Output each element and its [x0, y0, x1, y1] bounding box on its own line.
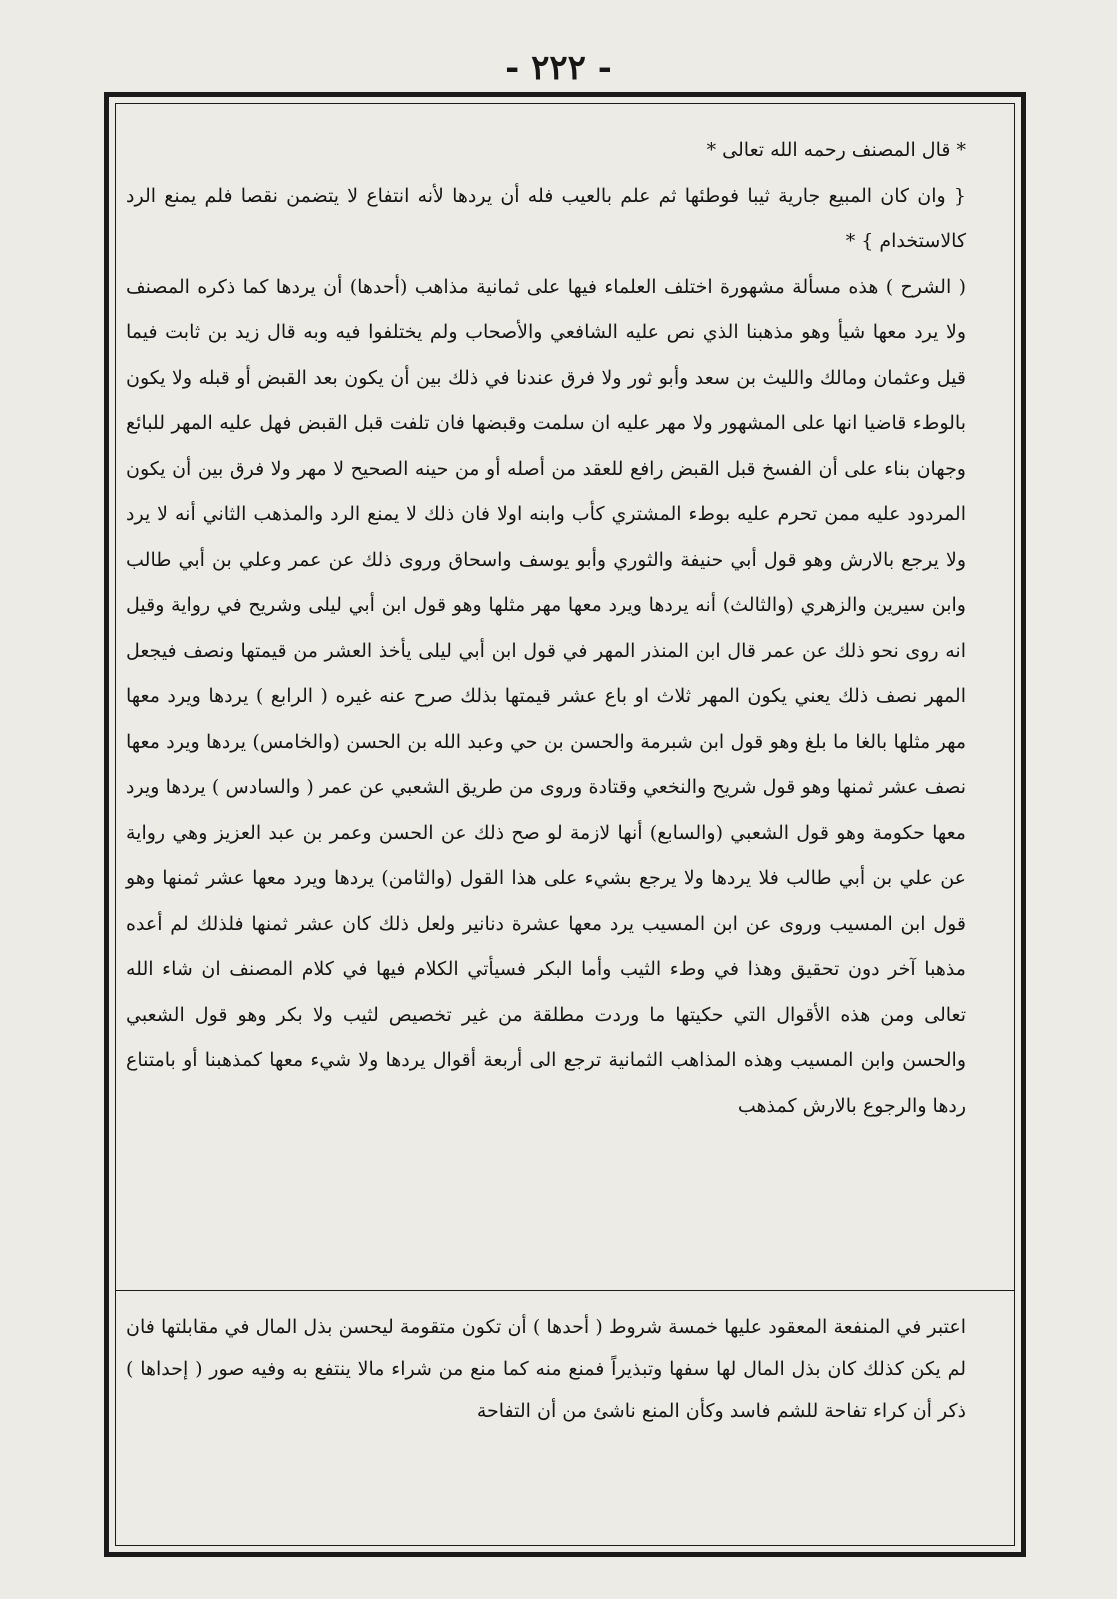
commentary-text: ( الشرح ) هذه مسألة مشهورة اختلف العلماء فيها على ثمانية مذاهب (أحدها) أن يردها كما ذكره المصنف ولا يرد معها شيأ وهو مذهبنا الذي نص عليه الشافعي والأصحاب ولم يختلفوا فيه وبه قال زيد بن ثابت فيما قيل وعثمان ومالك والليث بن سعد وأبو ثور ولا فرق عندنا في ذلك بين أن يكون بعد القبض أو قبله ولا يكون بالوطء قاضيا انها على المشهور ولا مهر عليه ان سلمت وقبضها فان تلفت قبل القبض فهل عليه المهر للبائع وجهان بناء على أن الفسخ قبل القبض رافع للعقد من أصله أو من حينه الصحيح لا مهر ولا فرق بين أن يكون المردود عليه ممن تحرم عليه بوطء المشتري كأب وابنه اولا فان ذلك لا يمنع الرد والمذهب الثاني أنه لا يرد ولا يرجع بالارش وهو قول أبي حنيفة والثوري وأبو يوسف واسحاق وروى ذلك عن عمر وعلي بن أبي طالب وابن سيرين والزهري (والثالث) أنه يردها ويرد معها مهر مثلها وهو قول ابن أبي ليلى وشريح في رواية وقيل انه روى نحو ذلك عن عمر قال ابن المنذر المهر في قول ابن أبي ليلى يأخذ العشر من قيمتها ونصف فيجعل المهر نصف ذلك يعني يكون المهر ثلاث او باع عشر قيمتها بذلك صرح عنه غيره ( الرابع ) يردها ويرد معها مهر مثلها بالغا ما بلغ وهو قول ابن شبرمة والحسن بن حي وعبد الله بن الحسن (والخامس) يردها ويرد معها نصف عشر ثمنها وهو قول شريح والنخعي وقتادة وروى من طريق الشعبي عن عمر ( والسادس ) يردها ويرد معها حكومة وهو قول الشعبي (والسابع) أنها لازمة لو صح ذلك عن الحسن وعمر بن عبد العزيز وهي رواية عن علي بن أبي طالب فلا يردها ولا يرجع بشيء على هذا القول (والثامن) يردها ويرد معها عشر ثمنها وهو قول ابن المسيب وروى عن ابن المسيب يرد معها عشرة دنانير ولعل ذلك كان عشر ثمنها فلذلك لم أعده مذهبا آخر دون تحقيق وهذا في وطء الثيب وأما البكر فسيأتي الكلام فيها في كلام المصنف ان شاء الله تعالى ومن هذه الأقوال التي حكيتها ما وردت مطلقة من غير تخصيص لثيب ولا بكر وهو قول الشعبي والحسن وابن المسيب وهذه المذاهب الثمانية ترجع الى أربعة أقوال يردها ولا شيء معها كمذهبنا أو بامتناع ردها والرجوع بالارش كمذهب	[126, 275, 966, 1117]
page-number: - ٢٢٢ -	[505, 48, 612, 88]
matn-text: { وان كان المبيع جارية ثيبا فوطئها ثم علم بالعيب فله أن يردها لأنه انتفاع لا يتضمن نقصا فلم يمنع الرد كالاستخدام } *	[126, 184, 966, 252]
main-text	[126, 128, 1006, 1129]
footnote-text	[126, 1306, 1006, 1432]
footnote-divider	[116, 1290, 1014, 1291]
footnote-paragraph: اعتبر في المنفعة المعقود عليها خمسة شروط ( أحدها ) أن تكون متقومة ليحسن بذل المال في مقابلتها فان لم يكن كذلك كان بذل المال لها سفها وتبذيراً فمنع منه كما منع من شراء مالا ينتفع به وفيه صور ( إحداها ) ذكر أن كراء تفاحة للشم فاسد وكأن المنع ناشئ من أن التفاحة	[126, 1316, 966, 1422]
author-heading: * قال المصنف رحمه الله تعالى *	[706, 139, 966, 161]
